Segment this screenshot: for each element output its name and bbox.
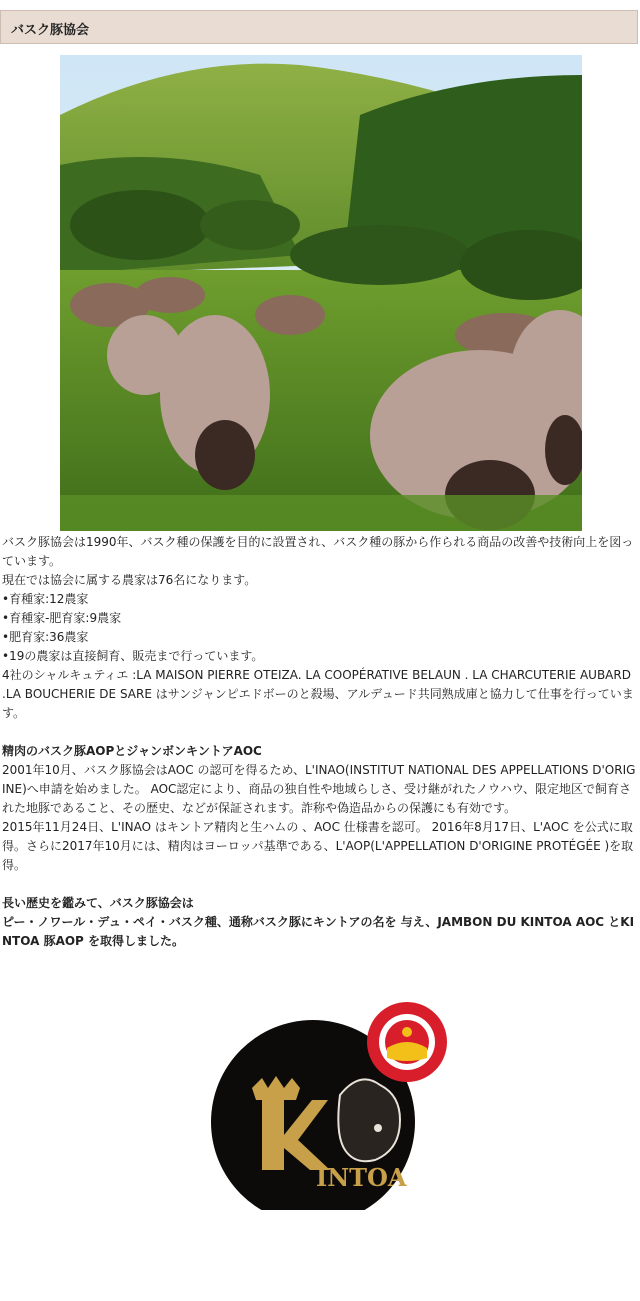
list-item: •肥育家:36農家 <box>2 630 89 644</box>
paragraph: 2001年10月、バスク豚協会はAOC の認可を得るため、L'INAO(INSTITUT NATIONAL DES APPELLATIONS D'ORIGINE)へ申請を始めました。 AOC認定により、商品の独自性や地域らしさ、受け継がれたノウハウ、限定地区で飼育された地豚であること、その歴史、などが保証されます。詐称や偽造品からの保護にも有効です。 <box>2 763 636 815</box>
paragraph: 2015年11月24日、L'INAO はキントア精肉と生ハムの 、AOC 仕様書を認可。 2016年8月17日、L'AOC を公式に取得。さらに2017年10月には、精肉はヨーロッパ基準である、L'AOP(L'APPELLATION D'ORIGINE PROTÉGÉE )を取得。 <box>2 820 634 872</box>
list-item: •育種家:12農家 <box>2 592 89 606</box>
section-title: バスク豚協会 <box>11 23 90 38</box>
list-item: •19の農家は直接飼育、販売まで行っています。 <box>2 649 264 663</box>
photo-illustration <box>60 55 582 531</box>
kintoa-logo <box>210 1000 450 1210</box>
article-body <box>2 533 638 951</box>
paragraph: バスク豚協会は1990年、バスク種の保護を目的に設置され、バスク種の豚から作られる商品の改善や技術向上を図っています。 <box>2 535 634 568</box>
paragraph: 4社のシャルキュティエ :LA MAISON PIERRE OTEIZA. LA COOPÉRATIVE BELAUN . LA CHARCUTERIE AUBARD .LA BOUCHERIE DE SARE はサンジャンピエドボーのと殺場、アルデュード共同熟成庫と協力して仕事を行っています。 <box>2 668 634 720</box>
section-header <box>0 10 638 44</box>
kintoa-logo-graphic <box>210 1000 450 1210</box>
pigs-in-meadow-photo <box>60 55 582 531</box>
paragraph: ピー・ノワール・デュ・ペイ・バスク種、通称バスク豚にキントアの名を 与え、JAMBON DU KINTOA AOC とKINTOA 豚AOP を取得しました。 <box>2 915 635 948</box>
logo-wordmark: INTOA <box>316 1163 407 1192</box>
paragraph: 現在では協会に属する農家は76名になります。 <box>2 573 257 587</box>
section-heading: 長い歴史を鑑みて、バスク豚協会は <box>2 896 194 910</box>
section-heading: 精肉のバスク豚AOPとジャンボンキントアAOC <box>2 744 262 758</box>
list-item: •育種家-肥育家:9農家 <box>2 611 122 625</box>
